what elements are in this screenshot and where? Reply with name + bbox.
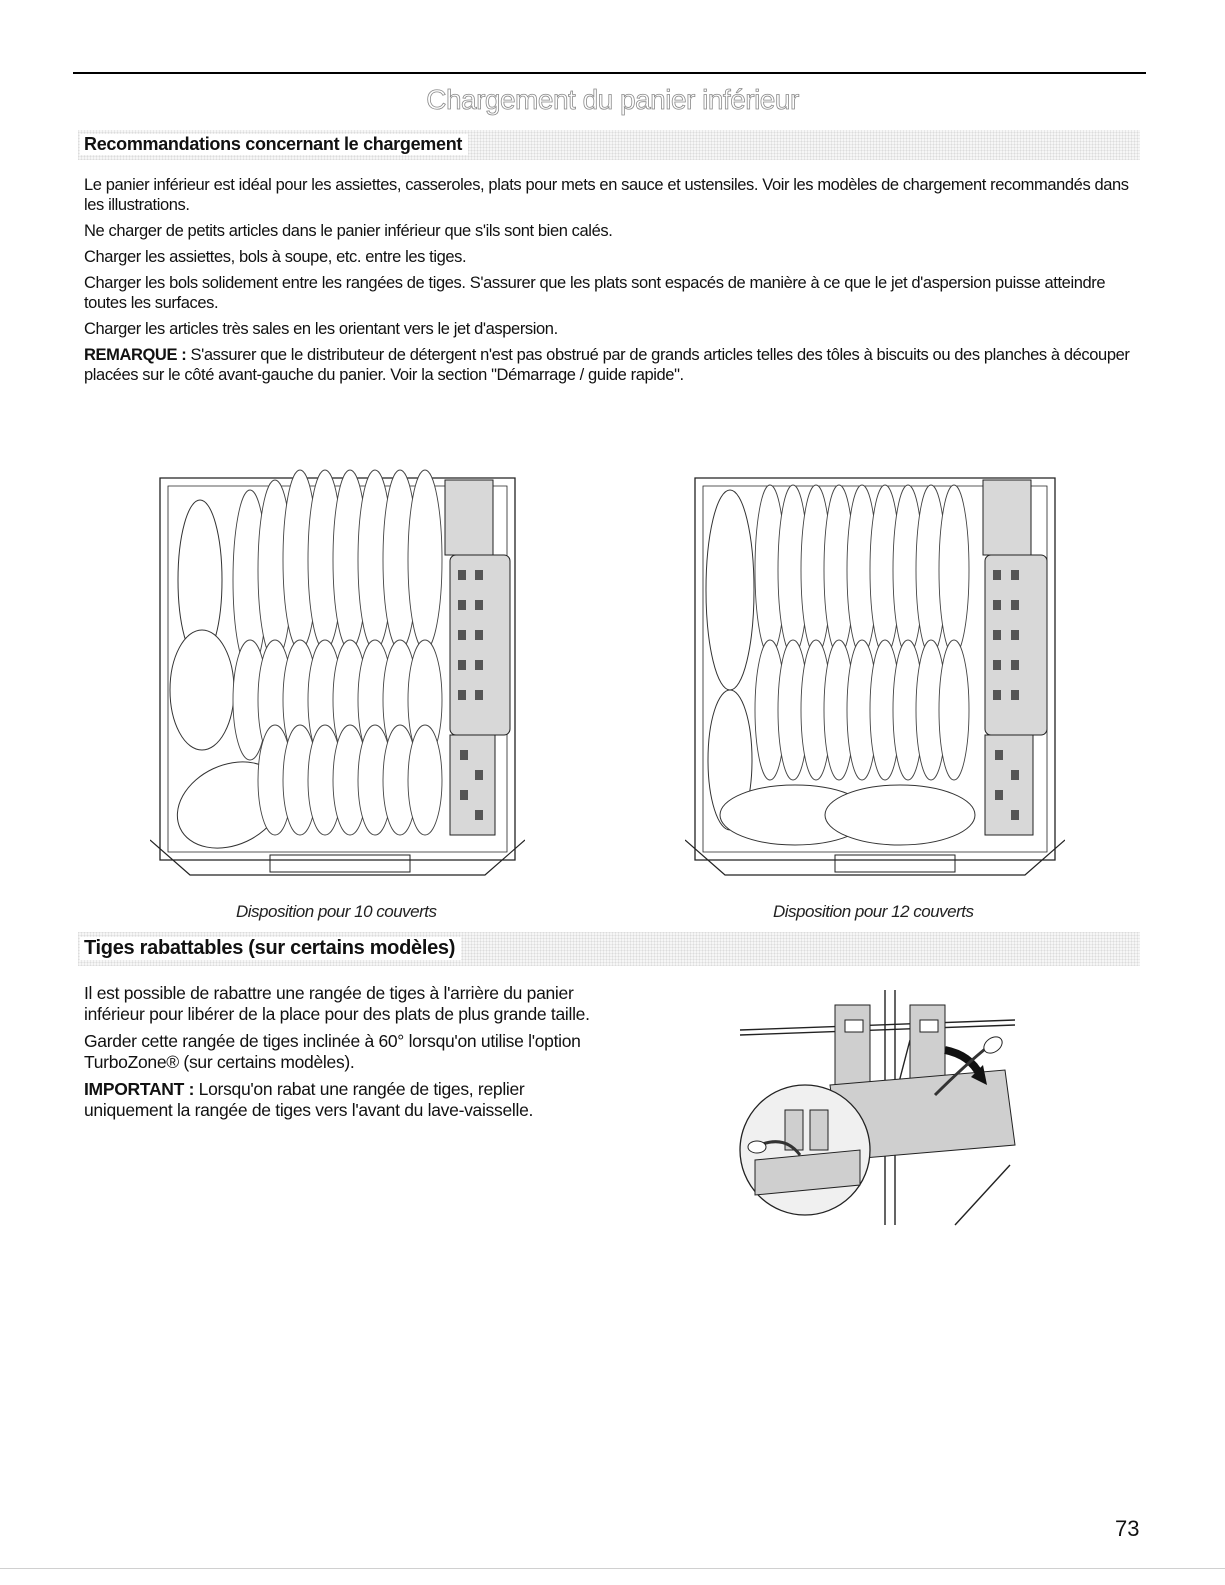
caption-10-settings: Disposition pour 10 couverts — [236, 902, 437, 921]
important-text: Lorsqu'on rabat une rangée de tiges, replier uniquement la rangée de tiges vers l'avant du lave-vaisselle. — [84, 1079, 534, 1120]
important-paragraph — [84, 1079, 604, 1121]
paragraph: Il est possible de rabattre une rangée de tiges à l'arrière du panier inférieur pour libérer de la place pour des plats de plus grande taille. — [84, 983, 590, 1024]
paragraph: Charger les articles très sales en les orientant vers le jet d'aspersion. — [84, 320, 558, 338]
caption-12-settings: Disposition pour 12 couverts — [773, 902, 974, 921]
important-label: IMPORTANT : — [84, 1079, 195, 1099]
top-rule — [73, 72, 1146, 74]
note-paragraph — [84, 345, 1134, 385]
note-label: REMARQUE : — [84, 346, 187, 364]
rack-12-settings-illustration — [685, 460, 1065, 880]
section-heading-folding-tines: Tiges rabattables (sur certains modèles) — [80, 937, 461, 960]
loading-recommendations — [84, 175, 1134, 391]
paragraph: Garder cette rangée de tiges inclinée à 60° lorsqu'on utilise l'option TurboZone® (sur certains modèles). — [84, 1031, 581, 1072]
bottom-rule — [0, 1568, 1225, 1569]
note-text: S'assurer que le distributeur de détergent n'est pas obstrué par de grands articles telles des tôles à biscuits ou des planches à découper placées sur le côté avant-gauche du panier. Voir la section "Démarrage / guide rapide". — [84, 346, 1130, 384]
folding-tines-text — [84, 983, 604, 1127]
paragraph: Charger les bols solidement entre les rangées de tiges. S'assurer que les plats sont espacés de manière à ce que le jet d'aspersion puisse atteindre toutes les surfaces. — [84, 274, 1106, 312]
folding-tines-illustration — [735, 985, 1020, 1230]
page-title: Chargement du panier inférieur — [426, 84, 799, 115]
paragraph: Ne charger de petits articles dans le panier inférieur que s'ils sont bien calés. — [84, 222, 613, 240]
rack-10-settings-illustration — [150, 460, 525, 880]
page-number: 73 — [1115, 1516, 1140, 1541]
section-heading-loading: Recommandations concernant le chargement — [80, 134, 468, 155]
paragraph: Le panier inférieur est idéal pour les assiettes, casseroles, plats pour mets en sauce et ustensiles. Voir les modèles de chargement recommandés dans les illustrations. — [84, 176, 1129, 214]
paragraph: Charger les assiettes, bols à soupe, etc. entre les tiges. — [84, 248, 467, 266]
